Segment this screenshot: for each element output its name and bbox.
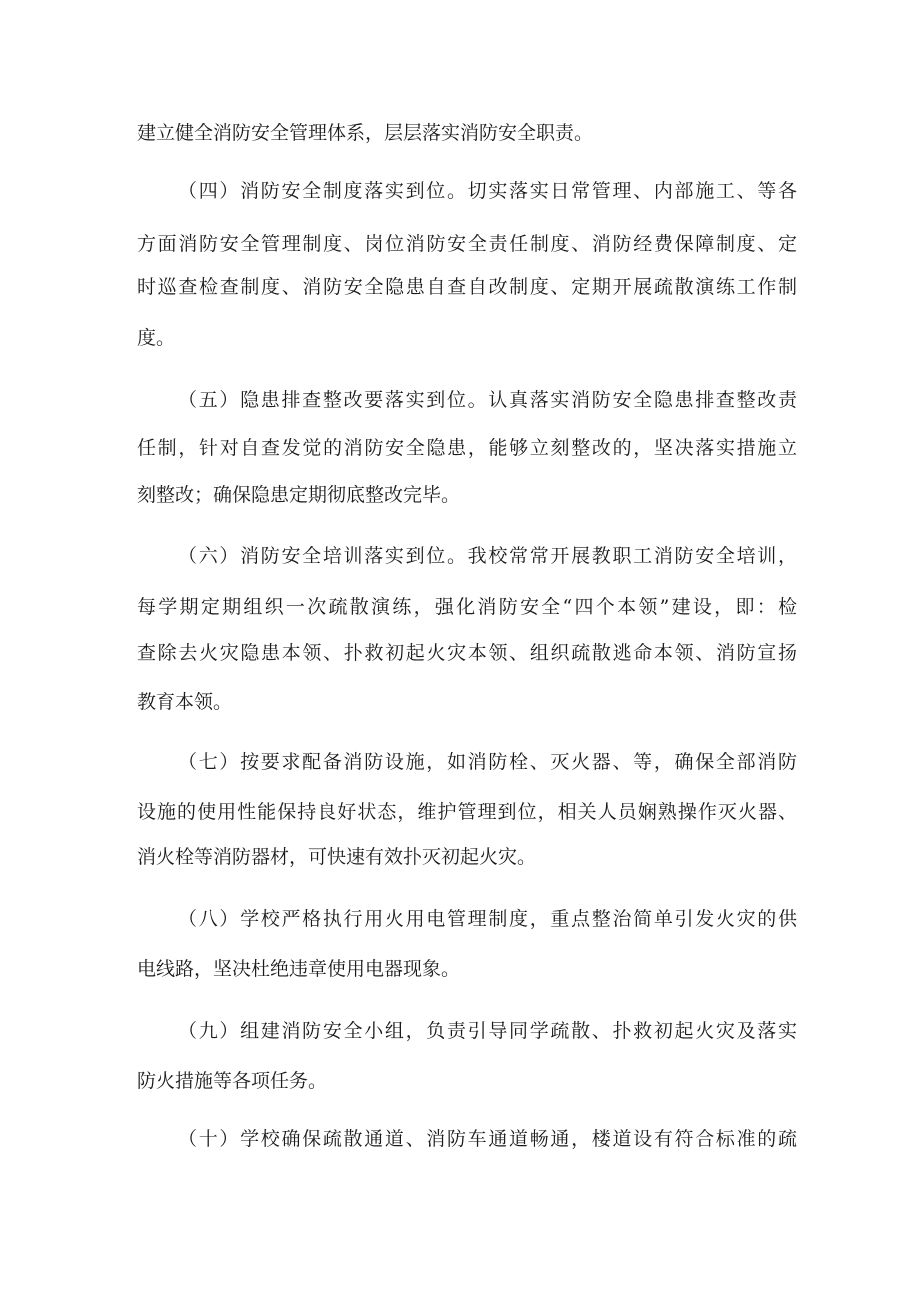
paragraph-6-line-2: 每学期定期组织一次疏散演练，强化消防安全“四个本领”建设，即：检 xyxy=(137,596,797,618)
paragraph-line: 建立健全消防安全管理体系，层层落实消防安全职责。 xyxy=(137,122,594,144)
paragraph-9-line-1: （九）组建消防安全小组，负责引导同学疏散、扑救初起火灾及落实 xyxy=(178,1020,797,1042)
paragraph-4-line-4: 度。 xyxy=(137,327,176,349)
paragraph-5-line-2: 任制，针对自查发觉的消防安全隐患，能够立刻整改的，坚决落实措施立 xyxy=(137,437,797,459)
paragraph-10-line-1: （十）学校确保疏散通道、消防车通道畅通，楼道设有符合标准的疏 xyxy=(178,1128,797,1150)
paragraph-6-line-4: 教育本领。 xyxy=(137,691,233,713)
paragraph-7-line-2: 设施的使用性能保持良好状态，维护管理到位，相关人员娴熟操作灭火器、 xyxy=(137,801,797,823)
paragraph-8-line-2: 电线路，坚决杜绝违章使用电器现象。 xyxy=(137,958,461,980)
paragraph-7-line-3: 消火栓等消防器材，可快速有效扑灭初起火灾。 xyxy=(137,846,537,868)
paragraph-6-line-3: 查除去火灾隐患本领、扑救初起火灾本领、组织疏散逃命本领、消防宣扬 xyxy=(137,642,797,664)
paragraph-4-line-3: 时巡查检查制度、消防安全隐患自查自改制度、定期开展疏散演练工作制 xyxy=(137,276,797,298)
paragraph-6-line-1: （六）消防安全培训落实到位。我校常常开展教职工消防安全培训， xyxy=(178,545,797,567)
paragraph-4-line-1: （四）消防安全制度落实到位。切实落实日常管理、内部施工、等各 xyxy=(178,180,797,202)
paragraph-9-line-2: 防火措施等各项任务。 xyxy=(137,1070,328,1092)
paragraph-7-line-1: （七）按要求配备消防设施，如消防栓、灭火器、等，确保全部消防 xyxy=(178,751,797,773)
paragraph-5-line-3: 刻整改；确保隐患定期彻底整改完毕。 xyxy=(137,484,461,506)
paragraph-5-line-1: （五）隐患排查整改要落实到位。认真落实消防安全隐患排查整改责 xyxy=(178,389,797,411)
paragraph-4-line-2: 方面消防安全管理制度、岗位消防安全责任制度、消防经费保障制度、定 xyxy=(137,233,797,255)
paragraph-8-line-1: （八）学校严格执行用火用电管理制度，重点整治简单引发火灾的供 xyxy=(178,908,797,930)
